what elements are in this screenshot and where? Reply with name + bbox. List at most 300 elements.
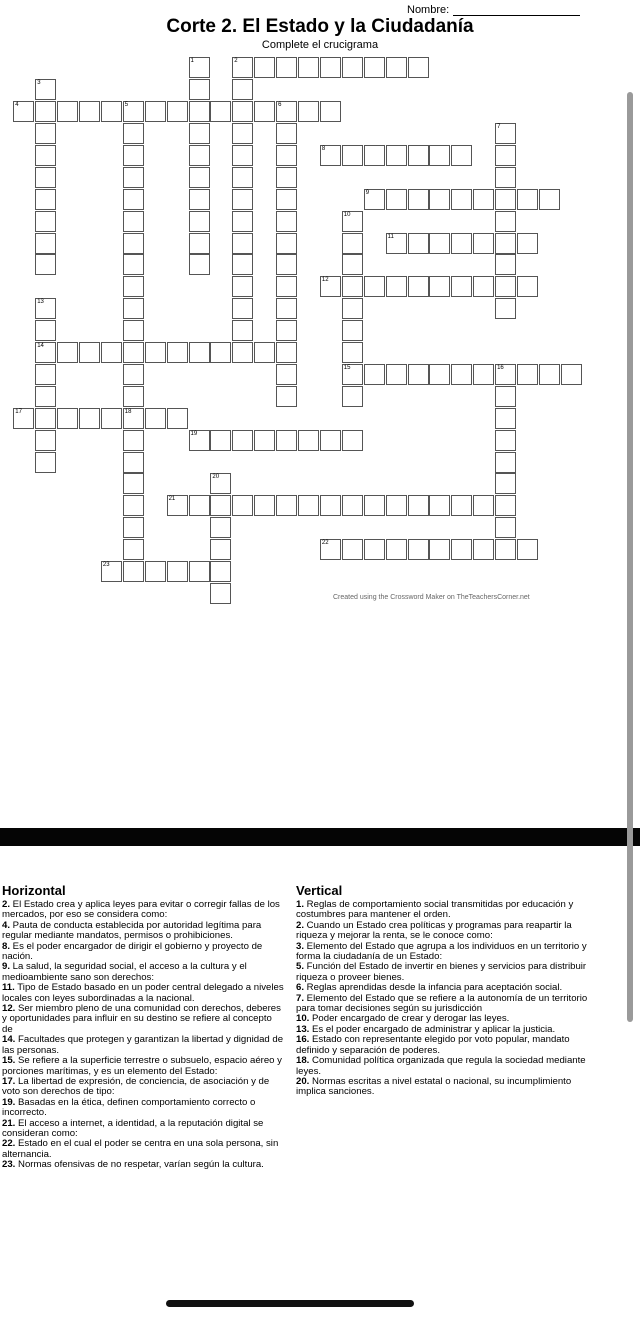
crossword-cell[interactable] (101, 561, 122, 582)
clue-number-label: 10. (296, 1013, 310, 1025)
crossword-cell[interactable] (473, 233, 494, 254)
crossword-cell[interactable] (320, 495, 341, 516)
clue-number-label: 12. (2, 1003, 16, 1015)
crossword-cell[interactable] (429, 233, 450, 254)
crossword-cell[interactable] (364, 57, 385, 78)
crossword-cell[interactable] (167, 101, 188, 122)
crossword-cell[interactable] (342, 276, 363, 297)
crossword-cell[interactable] (276, 386, 297, 407)
clue-number-label: 4. (2, 919, 11, 931)
crossword-cell[interactable] (342, 386, 363, 407)
crossword-cell[interactable] (386, 539, 407, 560)
clue-number: 22 (321, 540, 329, 547)
crossword-cell[interactable] (35, 364, 56, 385)
crossword-cell[interactable] (429, 276, 450, 297)
clue-text: Tipo de Estado basado en un poder central delegado a niveles locales con leyes subordinadas a la nacional. (2, 982, 284, 1004)
crossword-cell[interactable] (189, 79, 210, 100)
horizontal-clue (2, 1098, 284, 1119)
clue-number-label: 19. (2, 1096, 16, 1108)
crossword-cell[interactable] (276, 57, 297, 78)
crossword-cell[interactable] (408, 57, 429, 78)
crossword-cell[interactable] (276, 211, 297, 232)
crossword-cell[interactable] (276, 320, 297, 341)
crossword-cell[interactable] (495, 211, 516, 232)
clue-text: Es el poder encargador de dirigir el gobierno y proyecto de nación. (2, 940, 263, 963)
crossword-cell[interactable] (276, 495, 297, 516)
crossword-cell[interactable] (189, 145, 210, 166)
crossword-cell[interactable] (320, 145, 341, 166)
clue-text: El Estado crea y aplica leyes para evitar o corregir fallas de los mercados, por eso se considera como: (2, 899, 280, 921)
crossword-cell[interactable] (320, 101, 341, 122)
clue-number-label: 9. (2, 961, 11, 973)
vertical-clue (296, 942, 596, 963)
clue-number-label: 7. (296, 992, 305, 1004)
vertical-clue (296, 921, 596, 942)
crossword-cell[interactable] (145, 561, 166, 582)
crossword-cell[interactable] (167, 495, 188, 516)
crossword-cell[interactable] (495, 452, 516, 473)
crossword-cell[interactable] (123, 517, 144, 538)
crossword-cell[interactable] (342, 233, 363, 254)
crossword-cell[interactable] (13, 408, 34, 429)
clue-number: 18 (124, 408, 132, 415)
crossword-cell[interactable] (276, 364, 297, 385)
crossword-cell[interactable] (35, 167, 56, 188)
crossword-cell[interactable] (386, 233, 407, 254)
clue-number: 15 (343, 364, 351, 371)
clue-number-label: 6. (296, 982, 305, 994)
crossword-cell[interactable] (210, 539, 231, 560)
crossword-cell[interactable] (57, 101, 78, 122)
crossword-cell[interactable] (35, 320, 56, 341)
crossword-cell[interactable] (210, 101, 231, 122)
crossword-cell[interactable] (254, 430, 275, 451)
crossword-cell[interactable] (342, 298, 363, 319)
crossword-cell[interactable] (167, 561, 188, 582)
crossword-cell[interactable] (342, 495, 363, 516)
crossword-cell[interactable] (495, 145, 516, 166)
crossword-cell[interactable] (495, 364, 516, 385)
crossword-cell[interactable] (101, 342, 122, 363)
crossword-cell[interactable] (429, 539, 450, 560)
crossword-cell[interactable] (364, 189, 385, 210)
clue-text: Elemento del Estado que agrupa a los individuos en un territorio y forma la ciudadanía de un Estado: (296, 940, 587, 963)
crossword-cell[interactable] (210, 583, 231, 604)
crossword-cell[interactable] (232, 495, 253, 516)
crossword-cell[interactable] (189, 430, 210, 451)
clue-text: Función del Estado de invertir en bienes y servicios para distribuir riqueza o proveer bienes. (296, 961, 587, 983)
crossword-cell[interactable] (232, 320, 253, 341)
crossword-cell[interactable] (451, 539, 472, 560)
crossword-cell[interactable] (451, 233, 472, 254)
crossword-cell[interactable] (79, 342, 100, 363)
clue-number: 20 (212, 474, 220, 481)
crossword-cell[interactable] (517, 539, 538, 560)
crossword-cell[interactable] (123, 408, 144, 429)
crossword-cell[interactable] (189, 495, 210, 516)
scrollbar[interactable] (627, 92, 633, 1022)
crossword-cell[interactable] (210, 473, 231, 494)
crossword-cell[interactable] (429, 364, 450, 385)
crossword-cell[interactable] (495, 298, 516, 319)
crossword-cell[interactable] (13, 101, 34, 122)
crossword-cell[interactable] (495, 408, 516, 429)
horizontal-clue (2, 921, 284, 942)
clue-number-label: 14. (2, 1034, 16, 1046)
crossword-cell[interactable] (517, 276, 538, 297)
crossword-cell[interactable] (495, 539, 516, 560)
crossword-cell[interactable] (451, 276, 472, 297)
crossword-cell[interactable] (276, 167, 297, 188)
crossword-cell[interactable] (35, 386, 56, 407)
vertical-clues (296, 884, 596, 1098)
clue-number: 6 (278, 102, 282, 109)
clue-number-label: 17. (2, 1075, 16, 1087)
clue-number-label: 15. (2, 1055, 16, 1067)
crossword-cell[interactable] (342, 57, 363, 78)
crossword-cell[interactable] (408, 145, 429, 166)
crossword-cell[interactable] (232, 123, 253, 144)
crossword-cell[interactable] (408, 495, 429, 516)
crossword-cell[interactable] (495, 495, 516, 516)
crossword-cell[interactable] (342, 364, 363, 385)
crossword-cell[interactable] (276, 276, 297, 297)
crossword-cell[interactable] (101, 101, 122, 122)
crossword-cell[interactable] (429, 145, 450, 166)
clue-text: Estado en el cual el poder se centra en una sola persona, sin alternancia. (2, 1138, 279, 1160)
crossword-cell[interactable] (210, 495, 231, 516)
crossword-cell[interactable] (35, 101, 56, 122)
clue-text: La salud, la seguridad social, el acceso a la cultura y el medioambiente sano son derechos: (2, 961, 247, 983)
crossword-cell[interactable] (101, 408, 122, 429)
crossword-cell[interactable] (123, 364, 144, 385)
crossword-cell[interactable] (123, 145, 144, 166)
clue-text: La libertad de expresión, de conciencia, de asociación y de voto son derechos de tipo: (2, 1075, 270, 1098)
crossword-cell[interactable] (189, 342, 210, 363)
crossword-cell[interactable] (342, 145, 363, 166)
crossword-cell[interactable] (123, 254, 144, 275)
crossword-cell[interactable] (364, 495, 385, 516)
clue-number: 2 (234, 58, 238, 65)
crossword-cell[interactable] (232, 342, 253, 363)
crossword-cell[interactable] (232, 57, 253, 78)
clue-text: Elemento del Estado que se refiere a la autonomía de un territorio para tomar decisiones según su jurisdicción (296, 992, 588, 1015)
crossword-cell[interactable] (254, 101, 275, 122)
crossword-cell[interactable] (35, 79, 56, 100)
crossword-cell[interactable] (232, 276, 253, 297)
crossword-cell[interactable] (35, 145, 56, 166)
horizontal-clue (2, 1119, 284, 1140)
clue-text: Poder encargado de crear y derogar las leyes. (309, 1013, 510, 1025)
crossword-cell[interactable] (276, 189, 297, 210)
crossword-cell[interactable] (408, 276, 429, 297)
crossword-cell[interactable] (189, 167, 210, 188)
clue-text: Pauta de conducta establecida por autoridad legítima para regular mediante mandatos, permisos o prohibiciones. (2, 919, 262, 942)
clue-number: 7 (497, 124, 501, 130)
clue-text: Facultades que protegen y garantizan la libertad y dignidad de las personas. (2, 1034, 284, 1056)
crossword-cell[interactable] (123, 123, 144, 144)
crossword-cell[interactable] (517, 189, 538, 210)
crossword-cell[interactable] (429, 495, 450, 516)
crossword-cell[interactable] (35, 342, 56, 363)
clue-number: 21 (168, 496, 176, 503)
crossword-cell[interactable] (123, 495, 144, 516)
crossword-cell[interactable] (451, 145, 472, 166)
clue-number-label: 18. (296, 1055, 310, 1067)
crossword-cell[interactable] (123, 167, 144, 188)
crossword-cell[interactable] (495, 430, 516, 451)
crossword-cell[interactable] (539, 189, 560, 210)
clue-number: 23 (102, 562, 110, 568)
crossword-cell[interactable] (123, 320, 144, 341)
crossword-cell[interactable] (320, 539, 341, 560)
crossword-cell[interactable] (123, 430, 144, 451)
horizontal-clue (2, 1139, 284, 1160)
crossword-cell[interactable] (320, 276, 341, 297)
vertical-clue (296, 1056, 596, 1077)
clue-number: 4 (15, 102, 19, 109)
crossword-cell[interactable] (517, 364, 538, 385)
crossword-cell[interactable] (189, 189, 210, 210)
clue-number: 8 (321, 145, 326, 152)
horizontal-clue (2, 983, 284, 1004)
crossword-cell[interactable] (123, 276, 144, 297)
crossword-cell[interactable] (495, 123, 516, 144)
crossword-cell[interactable] (364, 145, 385, 166)
crossword-cell[interactable] (232, 145, 253, 166)
clue-text: Normas ofensivas de no respetar, varían según la cultura. (15, 1159, 264, 1171)
crossword-cell[interactable] (495, 167, 516, 188)
crossword-cell[interactable] (342, 211, 363, 232)
crossword-cell[interactable] (145, 408, 166, 429)
clue-number-label: 2. (296, 919, 305, 931)
crossword-cell[interactable] (473, 189, 494, 210)
crossword-cell[interactable] (495, 233, 516, 254)
crossword-cell[interactable] (145, 101, 166, 122)
crossword-cell[interactable] (495, 254, 516, 275)
clue-text: Comunidad política organizada que regula la sociedad mediante leyes. (296, 1055, 586, 1077)
horizontal-clue (2, 1004, 284, 1035)
crossword-cell[interactable] (232, 211, 253, 232)
crossword-cell[interactable] (123, 189, 144, 210)
clue-number: 1 (190, 58, 194, 65)
crossword-cell[interactable] (495, 386, 516, 407)
clue-number: 14 (37, 343, 44, 349)
crossword-cell[interactable] (35, 189, 56, 210)
clue-text: Cuando un Estado crea políticas y programas para reapartir la riqueza y mejorar la renta, se le conoce como: (296, 919, 572, 942)
crossword-cell[interactable] (364, 539, 385, 560)
crossword-cell[interactable] (342, 539, 363, 560)
crossword-cell[interactable] (386, 495, 407, 516)
crossword-cell[interactable] (276, 101, 297, 122)
clue-number: 11 (387, 233, 394, 240)
crossword-cell[interactable] (232, 167, 253, 188)
crossword-cell[interactable] (342, 342, 363, 363)
crossword-cell[interactable] (408, 233, 429, 254)
clue-number-label: 3. (296, 940, 305, 952)
crossword-cell[interactable] (298, 57, 319, 78)
vertical-clue (296, 994, 596, 1015)
horizontal-clue (2, 962, 284, 983)
crossword-cell[interactable] (320, 430, 341, 451)
crossword-cell[interactable] (35, 211, 56, 232)
clue-text: Reglas aprendidas desde la infancia para aceptación social. (304, 982, 563, 994)
clue-text: Ser miembro pleno de una comunidad con derechos, deberes y oportunidades para influir en su destino se refiere al concepto de (2, 1003, 281, 1035)
clue-number: 16 (497, 364, 504, 371)
clue-number-label: 11. (2, 982, 15, 994)
credit-text: Created using the Crossword Maker on TheTeachersCorner.net (333, 594, 530, 601)
crossword-cell[interactable] (451, 495, 472, 516)
crossword-cell[interactable] (495, 276, 516, 297)
crossword-cell[interactable] (189, 57, 210, 78)
vertical-clue (296, 1035, 596, 1056)
crossword-cell[interactable] (364, 276, 385, 297)
crossword-cell[interactable] (123, 386, 144, 407)
crossword-cell[interactable] (276, 145, 297, 166)
crossword-cell[interactable] (386, 364, 407, 385)
crossword-cell[interactable] (189, 254, 210, 275)
crossword-cell[interactable] (123, 539, 144, 560)
clue-number: 17 (15, 408, 22, 415)
crossword-cell[interactable] (57, 342, 78, 363)
crossword-cell[interactable] (276, 342, 297, 363)
clue-number-label: 1. (296, 899, 305, 910)
crossword-cell[interactable] (123, 233, 144, 254)
clue-number: 3 (37, 80, 41, 87)
crossword-cell[interactable] (35, 298, 56, 319)
crossword-cell[interactable] (35, 123, 56, 144)
crossword-cell[interactable] (408, 364, 429, 385)
crossword-cell[interactable] (210, 517, 231, 538)
clue-number-label: 2. (2, 899, 11, 910)
crossword-cell[interactable] (123, 342, 144, 363)
crossword-cell[interactable] (189, 211, 210, 232)
crossword-cell[interactable] (298, 430, 319, 451)
crossword-cell[interactable] (429, 189, 450, 210)
crossword-cell[interactable] (189, 101, 210, 122)
vertical-clue (296, 1077, 596, 1098)
crossword-cell[interactable] (298, 101, 319, 122)
crossword-cell[interactable] (386, 57, 407, 78)
clue-number: 10 (343, 211, 351, 218)
crossword-cell[interactable] (451, 364, 472, 385)
crossword-cell[interactable] (189, 561, 210, 582)
crossword-cell[interactable] (276, 123, 297, 144)
crossword-cell[interactable] (276, 298, 297, 319)
crossword-cell[interactable] (473, 539, 494, 560)
crossword-cell[interactable] (364, 364, 385, 385)
crossword-cell[interactable] (167, 408, 188, 429)
horizontal-clue (2, 1160, 284, 1170)
crossword-cell[interactable] (35, 408, 56, 429)
crossword-cell[interactable] (539, 364, 560, 385)
crossword-cell[interactable] (232, 79, 253, 100)
crossword-cell[interactable] (123, 298, 144, 319)
crossword-cell[interactable] (232, 189, 253, 210)
crossword-cell[interactable] (254, 342, 275, 363)
horizontal-clue (2, 942, 284, 963)
crossword-cell[interactable] (35, 452, 56, 473)
crossword-cell[interactable] (79, 408, 100, 429)
crossword-cell[interactable] (123, 561, 144, 582)
horizontal-clues (2, 884, 284, 1171)
crossword-cell[interactable] (473, 495, 494, 516)
clue-number: 12 (321, 277, 329, 284)
crossword-cell[interactable] (298, 495, 319, 516)
crossword-cell[interactable] (123, 211, 144, 232)
crossword-cell[interactable] (276, 233, 297, 254)
crossword-cell[interactable] (342, 254, 363, 275)
clue-text: Basadas en la ética, definen comportamiento correcto o incorrecto. (2, 1096, 256, 1119)
crossword-cell[interactable] (495, 189, 516, 210)
crossword-cell[interactable] (517, 233, 538, 254)
crossword-cell[interactable] (232, 430, 253, 451)
crossword-cell[interactable] (232, 233, 253, 254)
clue-number-label: 23. (2, 1159, 16, 1171)
clue-number: 13 (37, 299, 44, 306)
crossword-cell[interactable] (123, 452, 144, 473)
clue-number-label: 21. (2, 1117, 16, 1129)
crossword-cell[interactable] (210, 430, 231, 451)
crossword-cell[interactable] (145, 342, 166, 363)
page-title: Corte 2. El Estado y la Ciudadanía (166, 16, 474, 37)
crossword-cell[interactable] (57, 408, 78, 429)
horizontal-heading: Horizontal (2, 883, 66, 898)
clue-number-label: 22. (2, 1138, 16, 1150)
crossword-cell[interactable] (189, 123, 210, 144)
crossword-cell[interactable] (254, 57, 275, 78)
crossword-cell[interactable] (386, 276, 407, 297)
crossword-cell[interactable] (167, 342, 188, 363)
crossword-cell[interactable] (473, 276, 494, 297)
horizontal-clue (2, 1056, 284, 1077)
crossword-cell[interactable] (495, 473, 516, 494)
crossword-cell[interactable] (451, 189, 472, 210)
crossword-cell[interactable] (210, 342, 231, 363)
clue-text: El acceso a internet, a identidad, a la reputación digital se consideran como: (2, 1117, 264, 1139)
clue-number-label: 20. (296, 1075, 310, 1087)
crossword-cell[interactable] (561, 364, 582, 385)
crossword-cell[interactable] (320, 57, 341, 78)
crossword-cell[interactable] (386, 145, 407, 166)
crossword-cell[interactable] (408, 189, 429, 210)
crossword-cell[interactable] (276, 254, 297, 275)
crossword-cell[interactable] (210, 561, 231, 582)
crossword-cell[interactable] (232, 101, 253, 122)
crossword-cell[interactable] (276, 430, 297, 451)
crossword-cell[interactable] (189, 233, 210, 254)
clue-text: Normas escritas a nivel estatal o nacional, su incumplimiento implica sanciones. (296, 1075, 572, 1098)
crossword-cell[interactable] (232, 254, 253, 275)
crossword-cell[interactable] (79, 101, 100, 122)
crossword-cell[interactable] (342, 430, 363, 451)
page-subtitle: Complete el crucigrama (261, 39, 379, 51)
crossword-cell[interactable] (342, 320, 363, 341)
crossword-cell[interactable] (254, 495, 275, 516)
crossword-cell[interactable] (35, 254, 56, 275)
crossword-cell[interactable] (35, 430, 56, 451)
crossword-cell[interactable] (232, 298, 253, 319)
crossword-cell[interactable] (473, 364, 494, 385)
crossword-cell[interactable] (386, 189, 407, 210)
crossword-cell[interactable] (408, 539, 429, 560)
crossword-cell[interactable] (123, 473, 144, 494)
crossword-cell[interactable] (123, 101, 144, 122)
crossword-cell[interactable] (35, 233, 56, 254)
clue-number-label: 13. (296, 1023, 310, 1035)
clue-number: 5 (124, 102, 129, 109)
crossword-cell[interactable] (495, 517, 516, 538)
